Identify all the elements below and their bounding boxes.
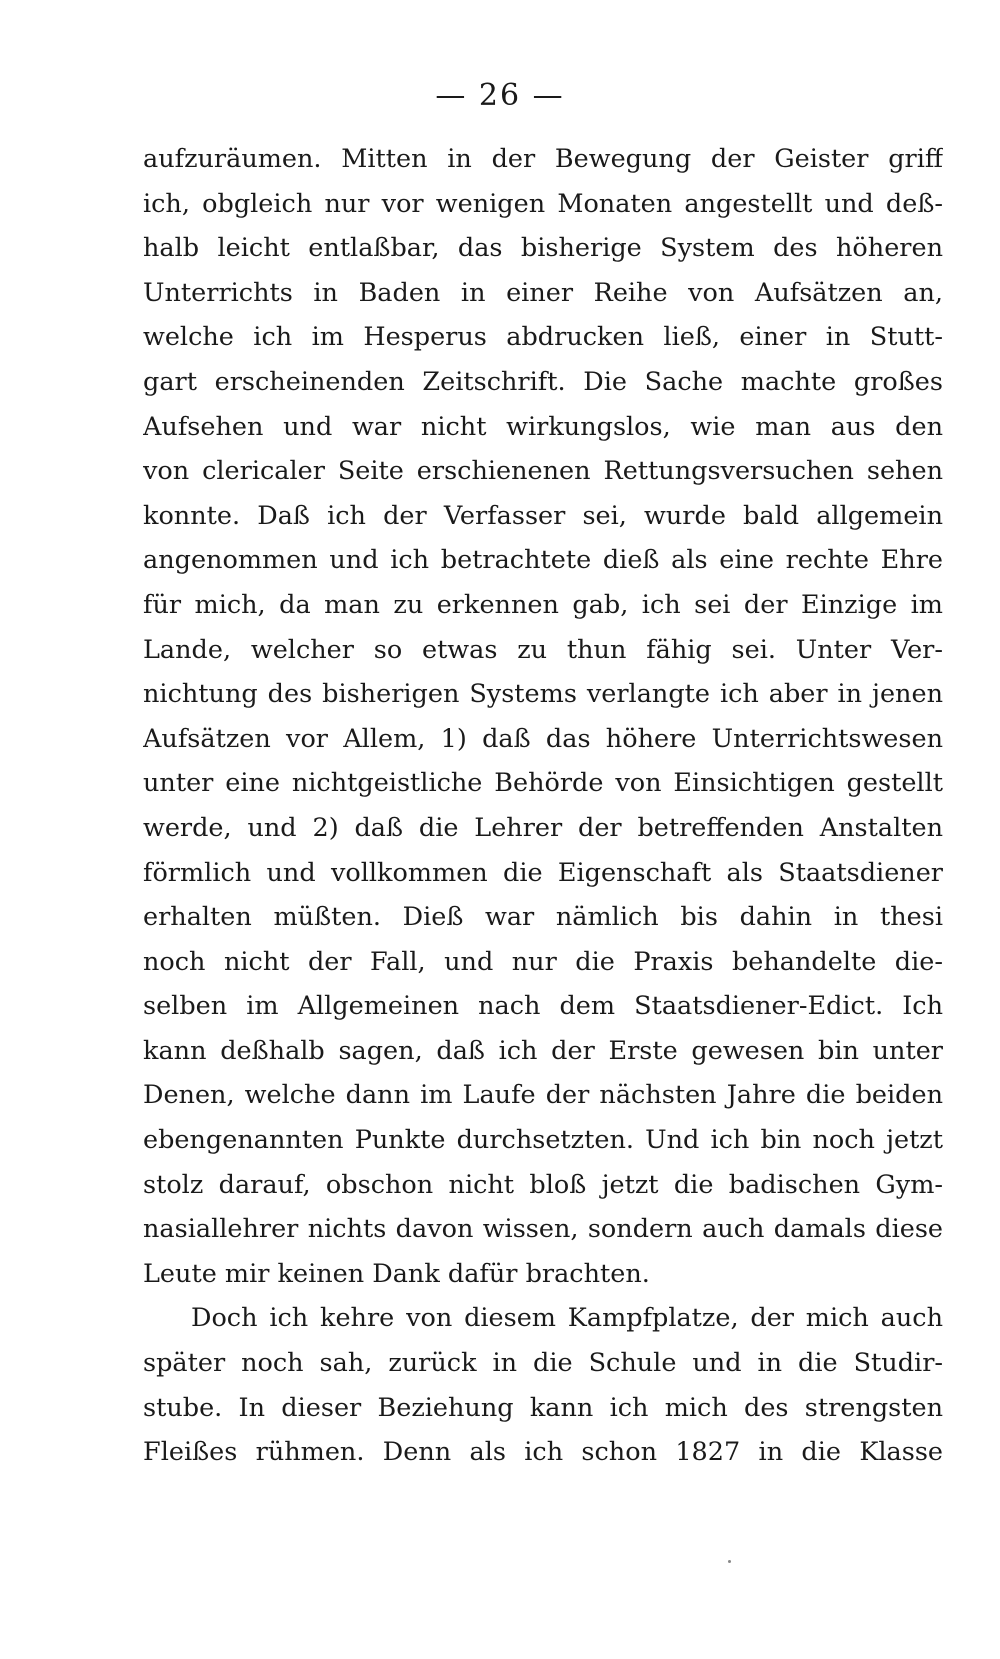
text-line: aufzuräumen. Mitten in der Bewegung der Geister griff — [143, 144, 943, 174]
text-line: Aufsehen und war nicht wirkungslos, wie man aus den — [143, 411, 943, 442]
text-line: stolz darauf, obschon nicht bloß jetzt die badischen Gym- — [143, 1169, 943, 1200]
text-line: gart erscheinenden Zeitschrift. Die Sache machte großes — [143, 366, 943, 397]
text-line: konnte. Daß ich der Verfasser sei, wurde bald allgemein — [143, 500, 943, 531]
text-line: selben im Allgemeinen nach dem Staatsdiener-Edict. Ich — [143, 991, 943, 1022]
paper-speck — [728, 1560, 731, 1563]
page-number: — 26 — — [435, 78, 565, 113]
text-line: von clericaler Seite erschienenen Rettungsversuchen sehen — [143, 456, 943, 487]
text-line: stube. In dieser Beziehung kann ich mich des strengsten — [143, 1392, 943, 1423]
text-line: Leute mir keinen Dank dafür brachten. — [143, 1258, 650, 1289]
text-line: erhalten müßten. Dieß war nämlich bis dahin in thesi — [143, 902, 943, 933]
text-line: noch nicht der Fall, und nur die Praxis behandelte die- — [143, 946, 943, 977]
text-line: für mich, da man zu erkennen gab, ich sei der Einzige im — [143, 589, 943, 620]
text-line: ich, obgleich nur vor wenigen Monaten angestellt und deß- — [143, 188, 943, 219]
text-line: werde, und 2) daß die Lehrer der betreffenden Anstalten — [143, 812, 943, 843]
text-line: Aufsätzen vor Allem, 1) daß das höhere Unterrichtswesen — [143, 723, 943, 754]
text-line: später noch sah, zurück in die Schule und in die Studir- — [143, 1348, 943, 1379]
text-line: kann deßhalb sagen, daß ich der Erste gewesen bin unter — [143, 1035, 943, 1066]
text-line: Doch ich kehre von diesem Kampfplatze, der mich auch — [191, 1303, 943, 1334]
text-line: nichtung des bisherigen Systems verlangte ich aber in jenen — [143, 679, 943, 710]
text-line: förmlich und vollkommen die Eigenschaft als Staatsdiener — [143, 857, 943, 888]
text-line: Unterrichts in Baden in einer Reihe von Aufsätzen an, — [143, 277, 943, 308]
text-line: unter eine nichtgeistliche Behörde von Einsichtigen gestellt — [143, 768, 943, 799]
text-line: welche ich im Hesperus abdrucken ließ, einer in Stutt- — [143, 322, 943, 353]
text-line: Denen, welche dann im Laufe der nächsten Jahre die beiden — [143, 1080, 943, 1111]
text-line: Fleißes rühmen. Denn als ich schon 1827 in die Klasse — [143, 1437, 943, 1468]
body-text — [143, 137, 943, 1475]
text-line: ebengenannten Punkte durchsetzten. Und ich bin noch jetzt — [143, 1125, 943, 1156]
paragraph — [143, 137, 943, 1296]
paragraph — [143, 1296, 943, 1474]
text-line: nasiallehrer nichts davon wissen, sondern auch damals diese — [143, 1214, 943, 1245]
text-line: angenommen und ich betrachtete dieß als eine rechte Ehre — [143, 545, 943, 576]
text-line: halb leicht entlaßbar, das bisherige System des höheren — [143, 233, 943, 264]
text-line: Lande, welcher so etwas zu thun fähig sei. Unter Ver- — [143, 634, 943, 665]
